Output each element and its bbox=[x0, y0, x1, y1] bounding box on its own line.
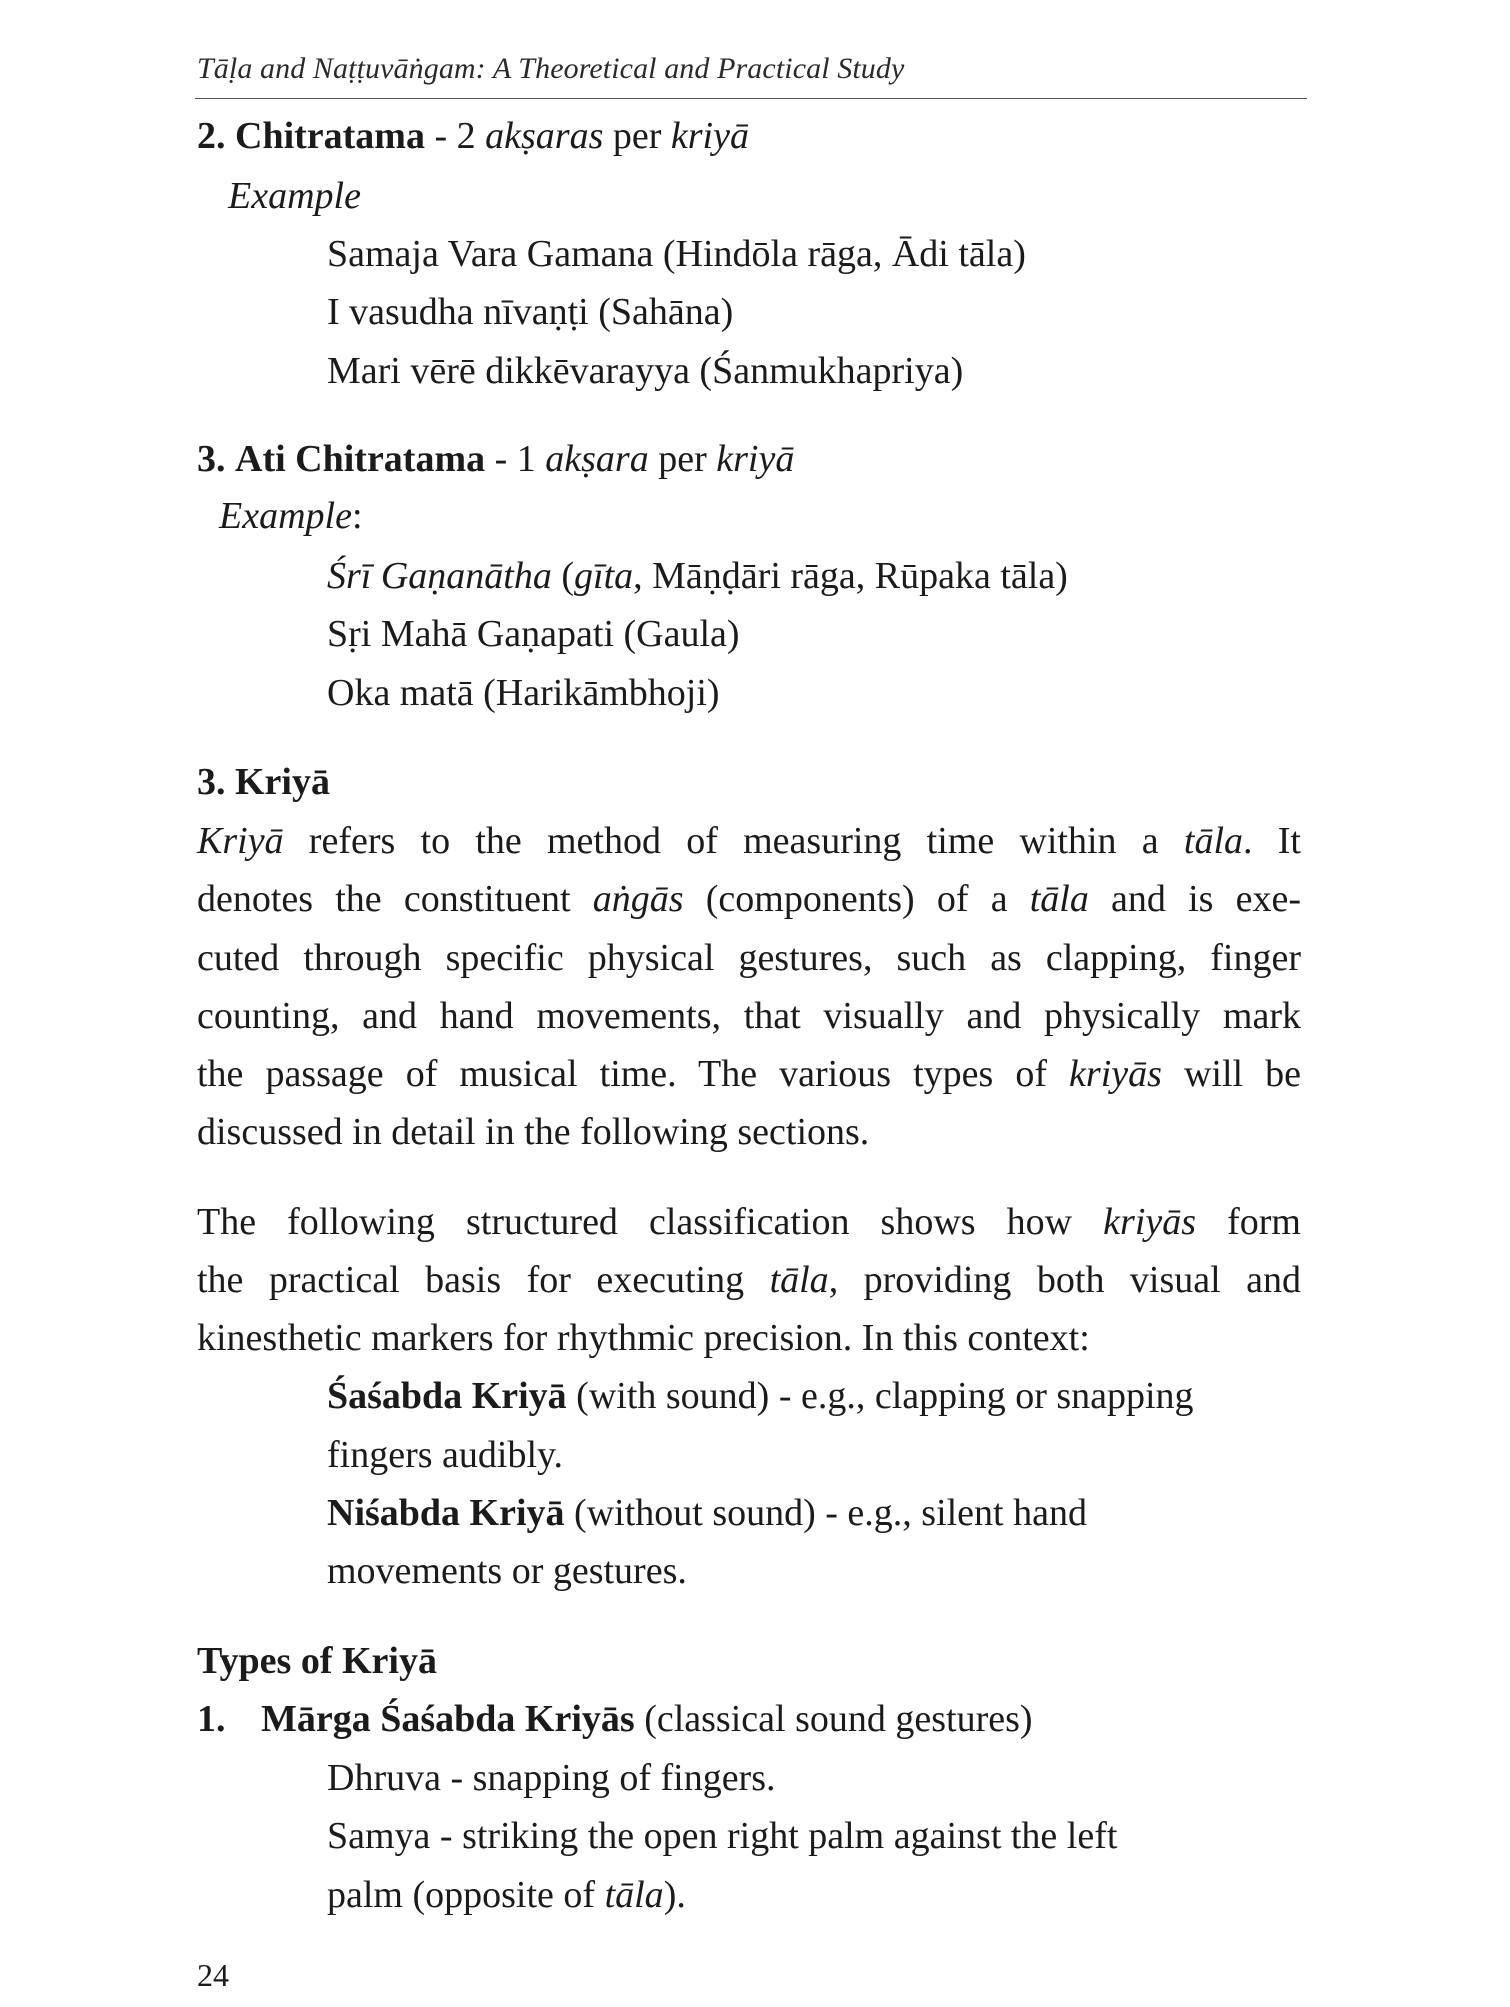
ati-chitratama-example-3: Oka matā (Harikāmbhoji) bbox=[327, 672, 720, 714]
types-item-1 bbox=[197, 1700, 1033, 1738]
chitratama-example-label: Example bbox=[228, 175, 361, 217]
ati-example-1-rest: , Māṇḍāri rāga, Rūpaka tāla) bbox=[633, 555, 1068, 597]
chitratama-per: per bbox=[603, 115, 671, 157]
samya-line: Samya - striking the open right palm against the left bbox=[327, 1815, 1118, 1857]
samya-cont-a: palm (opposite of bbox=[327, 1874, 605, 1916]
kriya-heading: 3. Kriyā bbox=[197, 761, 330, 803]
kriya-line-5 bbox=[197, 1055, 1301, 1093]
kriya-line-1-tala: tāla bbox=[1183, 820, 1244, 862]
sasabda-kriya-term: Śaśabda Kriyā bbox=[327, 1375, 567, 1417]
ati-chitratama-kriya: kriyā bbox=[716, 438, 795, 480]
chitratama-heading bbox=[197, 117, 749, 155]
classification-line-1-a: The following structured classification shows how bbox=[197, 1201, 1104, 1243]
classification-line-2-tala: tāla bbox=[769, 1259, 829, 1301]
ati-example-colon: : bbox=[351, 495, 363, 537]
kriya-line-6: discussed in detail in the following sections. bbox=[197, 1111, 870, 1153]
types-item-1-number: 1. bbox=[197, 1698, 226, 1740]
chitratama-dash: - 2 bbox=[424, 115, 486, 157]
header-rule bbox=[195, 98, 1307, 99]
ati-chitratama-example-2: Sṛi Mahā Gaṇapati (Gaula) bbox=[327, 613, 740, 655]
ati-example-1-open: ( bbox=[551, 555, 575, 597]
kriya-line-2 bbox=[197, 880, 1301, 918]
ati-example-word: Example bbox=[219, 495, 352, 537]
kriya-line-2-c: and is exe- bbox=[1088, 878, 1301, 920]
classification-line-1-kriyas: kriyās bbox=[1103, 1201, 1197, 1243]
kriya-line-5-b: will be bbox=[1161, 1053, 1301, 1095]
sasabda-kriya-continuation: fingers audibly. bbox=[327, 1434, 564, 1476]
kriya-line-2-angas: aṅgās bbox=[592, 878, 684, 920]
kriya-line-5-kriyas: kriyās bbox=[1069, 1053, 1162, 1095]
chitratama-number: 2. bbox=[197, 115, 226, 157]
chitratama-name: Chitratama bbox=[235, 115, 425, 157]
kriya-line-3: cuted through specific physical gestures, such as clapping, finger bbox=[197, 937, 1301, 979]
dhruva-line: Dhruva - snapping of fingers. bbox=[327, 1757, 776, 1799]
ati-chitratama-name: Ati Chitratama bbox=[235, 438, 486, 480]
kriya-line-4: counting, and hand movements, that visually and physically mark bbox=[197, 995, 1301, 1037]
classification-line-1-b: form bbox=[1196, 1201, 1301, 1243]
chitratama-example-1: Samaja Vara Gamana (Hindōla rāga, Ādi tāla) bbox=[327, 233, 1026, 275]
sasabda-kriya-line bbox=[327, 1377, 1194, 1415]
nisabda-kriya-term: Niśabda Kriyā bbox=[327, 1492, 565, 1534]
chitratama-example-3: Mari vērē dikkēvarayya (Śanmukhapriya) bbox=[327, 350, 964, 392]
ati-chitratama-example-1 bbox=[327, 557, 1068, 595]
nisabda-kriya-line bbox=[327, 1494, 1087, 1532]
ati-example-1-gita: gīta bbox=[574, 555, 634, 597]
classification-line-2 bbox=[197, 1261, 1301, 1299]
samya-cont-tala: tāla bbox=[604, 1874, 664, 1916]
chitratama-aksaras: akṣaras bbox=[485, 115, 604, 157]
classification-line-2-b: , providing both visual and bbox=[828, 1259, 1301, 1301]
nisabda-kriya-text: (without sound) - e.g., silent hand bbox=[564, 1492, 1087, 1534]
ati-chitratama-dash: - 1 bbox=[485, 438, 546, 480]
ati-chitratama-example-label bbox=[219, 497, 363, 535]
ati-example-1-title: Śrī Gaṇanātha bbox=[327, 555, 552, 597]
chitratama-example-2: I vasudha nīvaṇṭi (Sahāna) bbox=[327, 291, 734, 333]
classification-line-2-a: the practical basis for executing bbox=[197, 1259, 770, 1301]
nisabda-kriya-continuation: movements or gestures. bbox=[327, 1550, 687, 1592]
ati-chitratama-aksara: akṣara bbox=[545, 438, 649, 480]
kriya-line-2-a: denotes the constituent bbox=[197, 878, 593, 920]
page-number: 24 bbox=[197, 1957, 229, 1993]
kriya-line-1-text: refers to the method of measuring time within a bbox=[283, 820, 1184, 862]
classification-line-3: kinesthetic markers for rhythmic precision. In this context: bbox=[197, 1317, 1090, 1359]
samya-cont-b: ). bbox=[663, 1874, 686, 1916]
kriya-line-5-a: the passage of musical time. The various types of bbox=[197, 1053, 1070, 1095]
classification-line-1 bbox=[197, 1203, 1301, 1241]
kriya-line-1-end: . It bbox=[1243, 820, 1301, 862]
kriya-line-1 bbox=[197, 822, 1301, 860]
sasabda-kriya-text: (with sound) - e.g., clapping or snapping bbox=[566, 1375, 1194, 1417]
ati-chitratama-per: per bbox=[648, 438, 717, 480]
kriya-line-2-b: (components) of a bbox=[683, 878, 1030, 920]
kriya-term: Kriyā bbox=[197, 820, 284, 862]
samya-continuation bbox=[327, 1876, 686, 1914]
ati-chitratama-number: 3. bbox=[197, 438, 226, 480]
types-heading: Types of Kriyā bbox=[197, 1640, 437, 1682]
chitratama-kriya: kriyā bbox=[670, 115, 749, 157]
running-head: Tāḷa and Naṭṭuvāṅgam: A Theoretical and Practical Study bbox=[197, 52, 905, 85]
ati-chitratama-heading bbox=[197, 440, 794, 478]
types-item-1-text: (classical sound gestures) bbox=[634, 1698, 1033, 1740]
types-item-1-term: Mārga Śaśabda Kriyās bbox=[261, 1698, 635, 1740]
kriya-line-2-tala: tāla bbox=[1029, 878, 1089, 920]
